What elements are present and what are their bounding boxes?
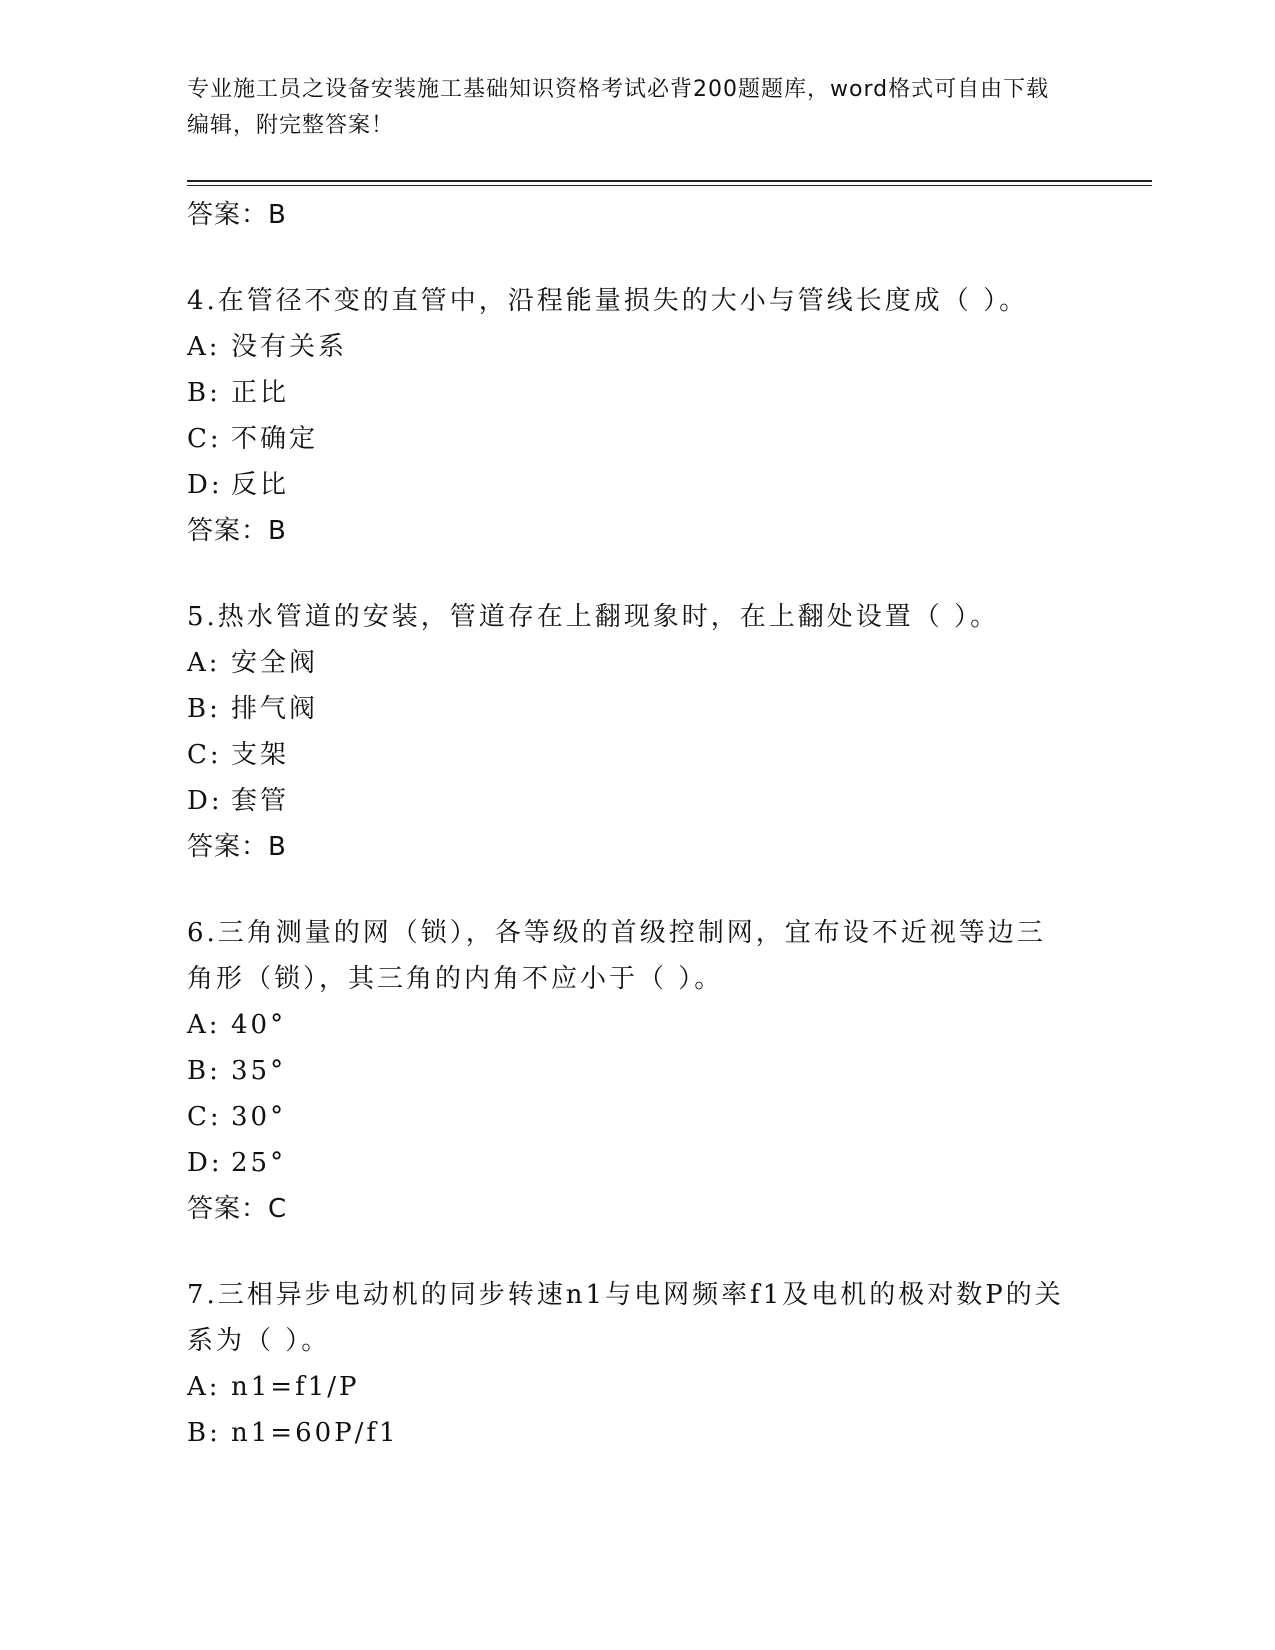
option-key: B:: [187, 1056, 221, 1086]
option-a: [187, 640, 1067, 686]
question-5: [187, 594, 1067, 870]
option-text: 正比: [231, 378, 290, 408]
option-b: [187, 1048, 1067, 1094]
option-text: n1=60P/f1: [231, 1418, 399, 1448]
option-c: [187, 732, 1067, 778]
option-text: 没有关系: [231, 332, 348, 362]
answer-q5: 答案：B: [187, 832, 287, 862]
option-text: n1=f1/P: [231, 1372, 360, 1402]
option-key: A:: [187, 332, 221, 362]
option-key: C:: [187, 424, 222, 454]
option-key: A:: [187, 1372, 221, 1402]
question-stem: 6.三角测量的网（锁），各等级的首级控制网，宜布设不近视等边三角形（锁），其三角的内角不应小于（ ）。: [187, 918, 1046, 994]
option-key: C:: [187, 1102, 222, 1132]
option-a: [187, 1002, 1067, 1048]
option-key: B:: [187, 694, 221, 724]
option-text: 安全阀: [231, 648, 319, 678]
option-key: A:: [187, 1010, 221, 1040]
option-c: [187, 416, 1067, 462]
option-key: B:: [187, 378, 221, 408]
question-6: [187, 910, 1067, 1232]
option-text: 30°: [231, 1102, 287, 1132]
option-d: [187, 778, 1067, 824]
option-b: [187, 1410, 1067, 1456]
question-stem: 5.热水管道的安装，管道存在上翻现象时，在上翻处设置（ ）。: [187, 602, 1000, 632]
option-text: 排气阀: [231, 694, 319, 724]
answer-q6: 答案：C: [187, 1194, 288, 1224]
option-b: [187, 370, 1067, 416]
question-stem: 7.三相异步电动机的同步转速n1与电网频率f1及电机的极对数P的关系为（ ）。: [187, 1280, 1064, 1356]
option-d: [187, 1140, 1067, 1186]
answer-q3: 答案：B: [187, 200, 287, 230]
option-d: [187, 462, 1067, 508]
document-body: [187, 188, 1067, 1456]
option-key: A:: [187, 648, 221, 678]
option-text: 反比: [231, 470, 290, 500]
header-divider-thin: [187, 185, 1152, 186]
option-text: 35°: [231, 1056, 287, 1086]
option-text: 不确定: [231, 424, 319, 454]
option-text: 40°: [231, 1010, 287, 1040]
option-key: D:: [187, 1148, 223, 1178]
question-4: [187, 278, 1067, 554]
option-key: D:: [187, 786, 223, 816]
option-key: D:: [187, 470, 223, 500]
option-text: 支架: [231, 740, 290, 770]
question-7: [187, 1272, 1067, 1456]
option-key: C:: [187, 740, 222, 770]
option-b: [187, 686, 1067, 732]
option-key: B:: [187, 1418, 221, 1448]
option-text: 套管: [231, 786, 290, 816]
question-stem: 4.在管径不变的直管中，沿程能量损失的大小与管线长度成（ ）。: [187, 286, 1029, 316]
option-text: 25°: [231, 1148, 287, 1178]
header-divider-thick: [187, 180, 1152, 182]
answer-q4: 答案：B: [187, 516, 287, 546]
document-header: 专业施工员之设备安装施工基础知识资格考试必背200题题库，word格式可自由下载编辑，附完整答案！: [187, 77, 1050, 138]
option-a: [187, 324, 1067, 370]
option-a: [187, 1364, 1067, 1410]
option-c: [187, 1094, 1067, 1140]
